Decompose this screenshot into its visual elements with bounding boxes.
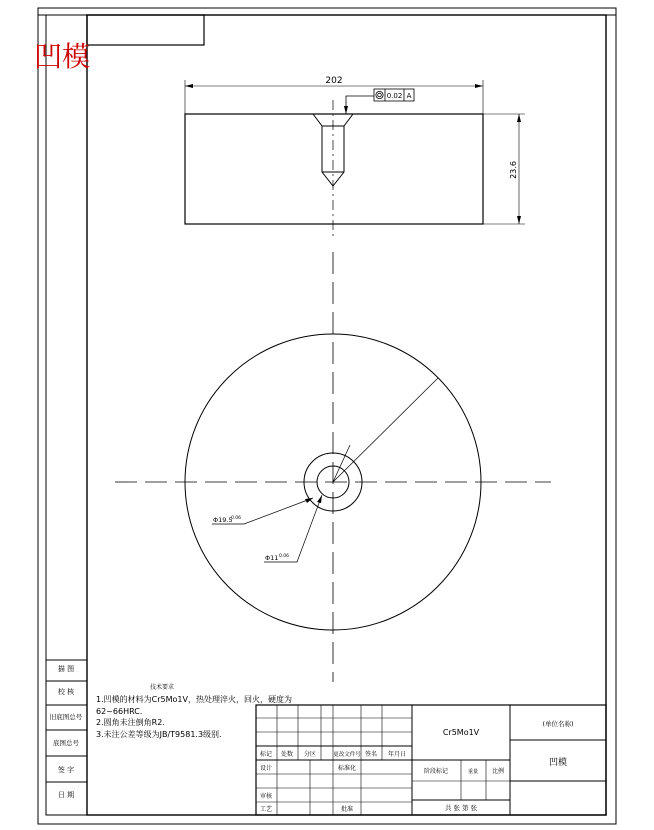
height-dim-text: 23.6 xyxy=(509,161,518,179)
radius-leader xyxy=(333,378,438,482)
small-hole-leader xyxy=(264,495,322,562)
material-text: Cr5Mo1V xyxy=(442,728,480,737)
label-review: 审核 xyxy=(259,793,273,800)
label-date: 年月日 xyxy=(387,751,407,758)
concentricity-symbol xyxy=(376,91,383,98)
left-cell-check: 校 核 xyxy=(57,688,75,696)
part-name: 凹模 xyxy=(548,758,568,768)
left-cell-sign: 签 字 xyxy=(57,766,75,774)
left-column xyxy=(46,660,87,815)
left-cell-trace: 描 图 xyxy=(57,665,75,673)
note-line-4: 3.未注公差等级为JB/T9581.3级别. xyxy=(96,730,222,739)
notes-heading: 技术要求 xyxy=(150,684,175,691)
section-view xyxy=(185,76,525,240)
sheet-count: 共 张 第 张 xyxy=(444,804,478,812)
plan-view xyxy=(115,252,551,682)
width-dim-text: 202 xyxy=(325,76,343,86)
note-line-2: 62~66HRC. xyxy=(96,707,143,716)
label-count: 处数 xyxy=(280,751,294,758)
tolerance-datum: A xyxy=(406,92,412,100)
label-scale: 比例 xyxy=(491,768,505,775)
label-change-doc: 更改文件号 xyxy=(333,752,361,758)
tolerance-value: 0.02 xyxy=(386,92,403,100)
large-hole-dim: Φ19.5 xyxy=(213,516,233,524)
label-zone: 分区 xyxy=(303,751,317,758)
left-cell-old-base: 旧底图总号 xyxy=(49,713,83,721)
label-stage-mark: 阶段标记 xyxy=(423,768,449,775)
drawing-title: 凹模 xyxy=(34,40,91,73)
label-weight: 重量 xyxy=(467,769,479,775)
section-body xyxy=(185,114,483,224)
label-standard: 标准化 xyxy=(337,765,357,772)
label-approve: 批准 xyxy=(340,806,354,813)
note-line-3: 2.圆角未注倒角R2. xyxy=(96,718,165,727)
small-hole-dim: Φ11 xyxy=(265,554,279,562)
left-cell-date: 日 期 xyxy=(57,791,75,799)
tolerance-leader xyxy=(346,96,374,114)
unit-name: (单位名称) xyxy=(542,720,574,728)
left-cell-base: 底图总号 xyxy=(53,739,79,747)
label-design: 设计 xyxy=(259,765,273,772)
large-hole-fit: 0.06 xyxy=(231,516,242,521)
corner-box xyxy=(87,15,204,45)
label-signature: 签名 xyxy=(364,751,378,758)
label-process: 工艺 xyxy=(259,806,273,813)
note-line-1: 1.凹模的材料为Cr5Mo1V，热处理淬火，回火，硬度为 xyxy=(96,695,292,704)
label-mark: 标记 xyxy=(259,751,273,758)
small-hole-fit: 0.06 xyxy=(279,554,290,559)
title-block xyxy=(256,705,606,815)
technical-notes xyxy=(96,683,292,739)
